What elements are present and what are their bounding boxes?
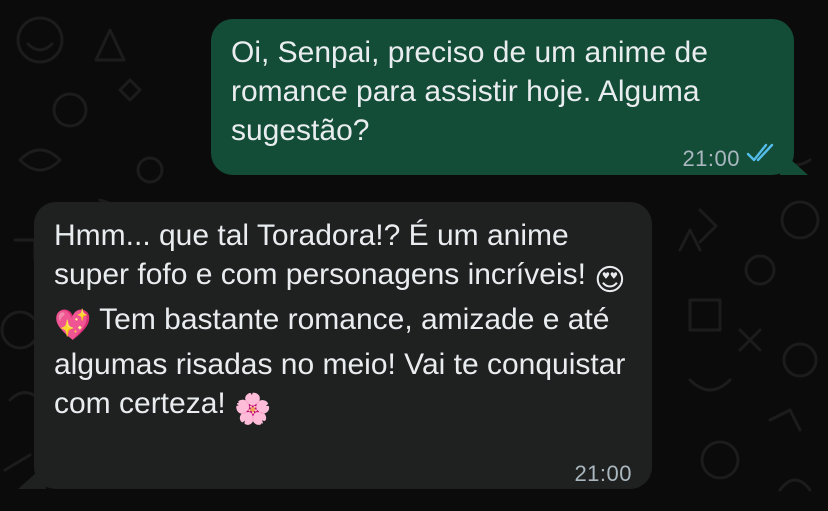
incoming-message-bubble[interactable] [34, 202, 652, 489]
incoming-message-text-part1: Hmm... que tal Toradora!? É um anime super fofo e com personagens incríveis! [54, 219, 586, 291]
double-check-read-icon [746, 140, 778, 164]
outgoing-message-text: Oi, Senpai, preciso de um anime de romance para assistir hoje. Alguma sugestão? [231, 36, 708, 147]
incoming-message-text-part2: Tem bastante romance, amizade e até algumas risadas no meio! Vai te conquistar com certeza! [54, 303, 626, 420]
sparkling-heart-emoji-icon: 💖 [54, 309, 92, 342]
cherry-blossom-emoji-icon: 🌸 [234, 393, 272, 426]
heart-eyes-emoji-icon: 😍 [594, 264, 626, 297]
outgoing-message-time: 21:00 [682, 146, 740, 171]
incoming-message-text [54, 216, 632, 429]
incoming-message-time: 21:00 [574, 461, 632, 486]
outgoing-message-bubble[interactable] [211, 19, 794, 175]
